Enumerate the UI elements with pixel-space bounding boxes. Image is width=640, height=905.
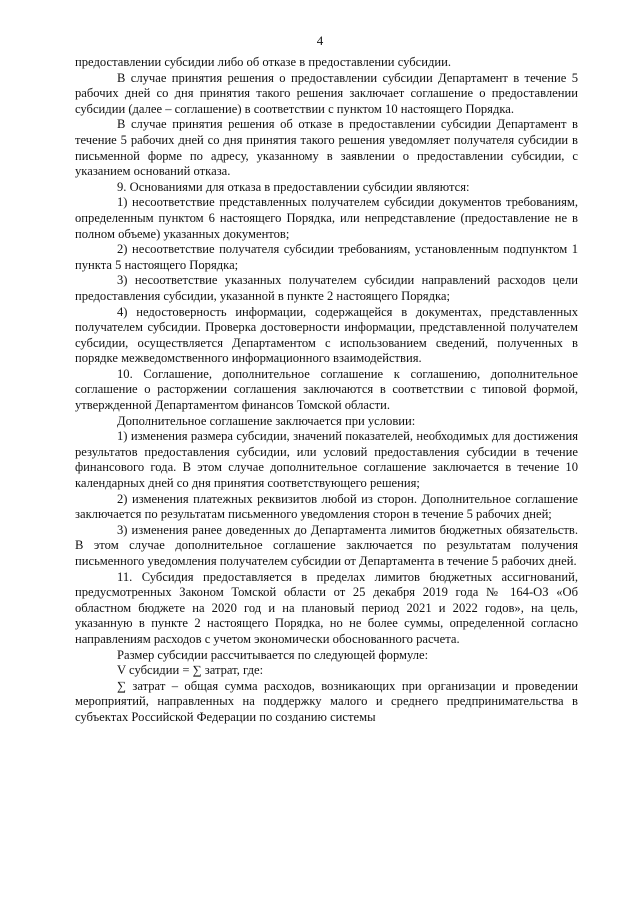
paragraph: 2) несоответствие получателя субсидии требованиям, установленным подпунктом 1 пункта 5 настоящего Порядка; [75, 242, 578, 272]
paragraph: 3) изменения ранее доведенных до Департамента лимитов бюджетных обязательств. В этом случае дополнительное соглашение заключается по результатам получения письменного уведомления получателем субсидии от Департамента в течение 5 рабочих дней. [75, 522, 578, 568]
document-body [75, 55, 578, 726]
paragraph: ∑ затрат – общая сумма расходов, возникающих при организации и проведении мероприятий, направленных на поддержку малого и среднего предпринимательства в субъектах Российской Федерации по созданию системы [75, 678, 578, 724]
paragraph: 2) изменения платежных реквизитов любой из сторон. Дополнительное соглашение заключается по результатам письменного уведомления сторон в течение 5 рабочих дней; [75, 491, 578, 522]
page-number: 4 [316, 33, 324, 48]
paragraph: 3) несоответствие указанных получателем субсидии направлений расходов цели предоставления субсидии, указанной в пункте 2 настоящего Порядка; [75, 273, 578, 303]
paragraph: V субсидии = ∑ затрат, где: [117, 663, 264, 678]
paragraph: 4) недостоверность информации, содержащейся в документах, представленных получателем субсидии. Проверка достоверности информации, представленной получателем субсидии, осуществляется Департаментом с использованием сведений, полученных в порядке межведомственного информационного взаимодействия. [75, 304, 578, 366]
paragraph: Размер субсидии рассчитывается по следующей формуле: [117, 647, 429, 662]
paragraph: 10. Соглашение, дополнительное соглашение к соглашению, дополнительное соглашение о расторжении соглашения заключаются в соответствии с типовой формой, утвержденной Департаментом финансов Томской области. [75, 366, 578, 413]
paragraph: В случае принятия решения о предоставлении субсидии Департамент в течение 5 рабочих дней со дня принятия такого решения заключает соглашение о предоставлении субсидии (далее – соглашение) в соответствии с пунктом 10 настоящего Порядка. [75, 70, 578, 116]
paragraph: 1) несоответствие представленных получателем субсидии документов требованиям, определенным пунктом 6 настоящего Порядка, или непредставление (предоставление не в полном объеме) указанных документов; [75, 195, 578, 241]
paragraph: Дополнительное соглашение заключается при условии: [117, 413, 416, 428]
paragraph: 9. Основаниями для отказа в предоставлении субсидии являются: [117, 179, 470, 194]
paragraph: предоставлении субсидии либо об отказе в предоставлении субсидии. [75, 55, 452, 69]
paragraph: В случае принятия решения об отказе в предоставлении субсидии Департамент в течение 5 рабочих дней со дня принятия такого решения уведомляет получателя субсидии в письменной форме по адресу, указанному в заявлении о предоставлении субсидии, с указанием оснований отказа. [75, 117, 578, 179]
paragraph: 11. Субсидия предоставляется в пределах лимитов бюджетных ассигнований, предусмотренных Законом Томской области от 25 декабря 2019 года № 164-ОЗ «Об областном бюджете на 2020 год и на плановый период 2021 и 2022 годов», на цель, указанную в пункте 2 настоящего Порядка, но не более суммы, определенной согласно направлениям расходов с учетом экономически обоснованного расчета. [75, 569, 578, 646]
paragraph: 1) изменения размера субсидии, значений показателей, необходимых для достижения результатов предоставления субсидии, или условий предоставления субсидии в течение финансового года. В этом случае дополнительное соглашение заключается в течение 10 календарных дней со дня принятия соответствующего решения; [75, 429, 578, 491]
